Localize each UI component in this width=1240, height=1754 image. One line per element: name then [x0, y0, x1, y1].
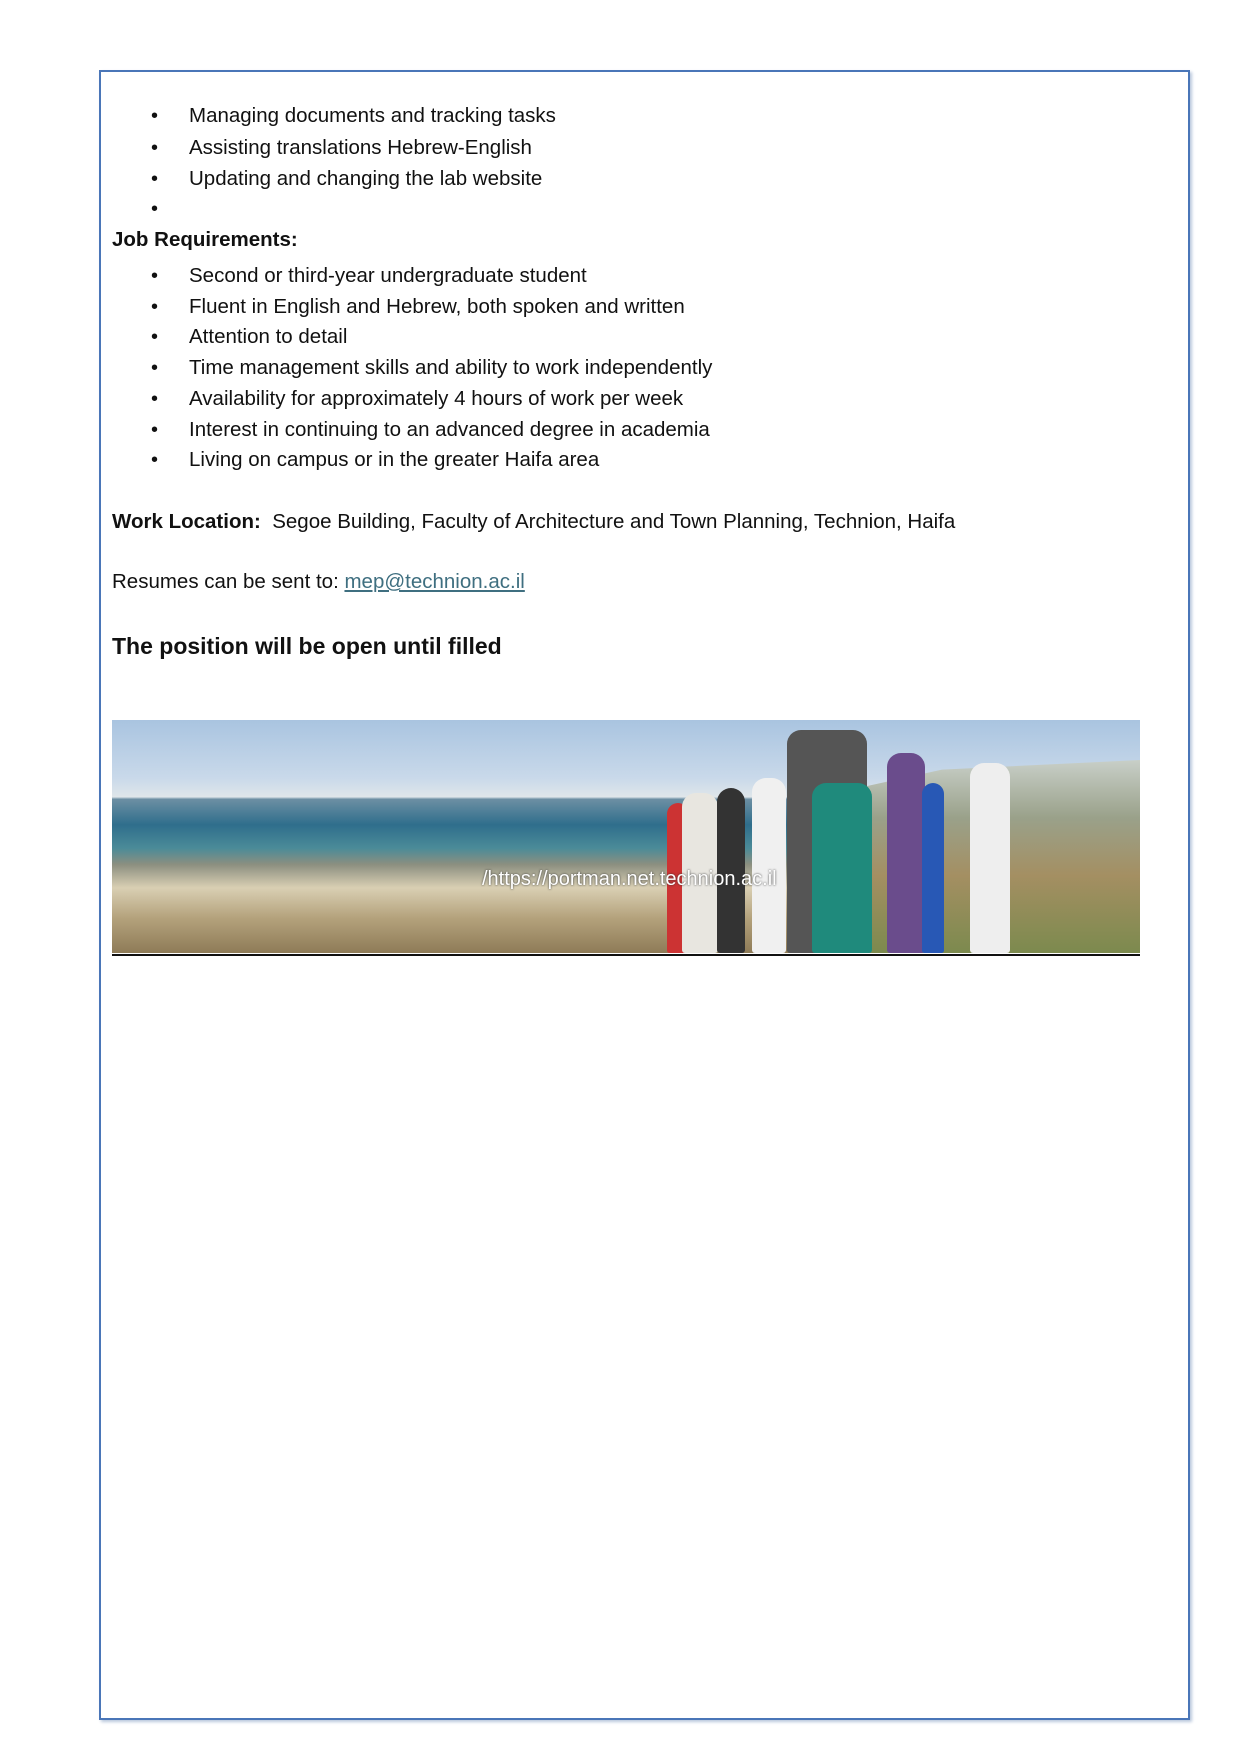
bullet: • — [151, 296, 159, 318]
resumes-line — [112, 570, 525, 594]
requirements-heading: Job Requirements: — [112, 228, 298, 251]
bullet: • — [151, 419, 159, 441]
photo-caption: /https://portman.net.technion.ac.il — [482, 868, 777, 890]
work-location — [112, 510, 955, 534]
bullet: • — [151, 449, 159, 471]
requirement-item: Fluent in English and Hebrew, both spoken and written — [189, 295, 685, 318]
closing-note: The position will be open until filled — [112, 633, 502, 659]
divider — [112, 954, 1140, 956]
bullet: • — [151, 168, 159, 190]
email-link[interactable]: mep@technion.ac.il — [344, 570, 525, 593]
field-trip-photo — [112, 720, 1140, 953]
requirement-item: Interest in continuing to an advanced degree in academia — [189, 418, 710, 441]
bullet: • — [151, 357, 159, 379]
bullet: • — [151, 137, 159, 159]
requirement-item: Time management skills and ability to work independently — [189, 356, 713, 379]
work-location-value: Segoe Building, Faculty of Architecture and Town Planning, Technion, Haifa — [272, 510, 956, 533]
work-location-label: Work Location: — [112, 510, 261, 533]
photo-people — [552, 730, 1022, 953]
duty-item: Updating and changing the lab website — [189, 167, 543, 190]
bullet: • — [151, 198, 159, 220]
bullet: • — [151, 265, 159, 287]
requirement-item: Attention to detail — [189, 325, 348, 348]
bullet: • — [151, 326, 159, 348]
resumes-label: Resumes can be sent to: — [112, 570, 339, 593]
requirement-item: Second or third-year undergraduate student — [189, 264, 587, 287]
requirement-item: Availability for approximately 4 hours of work per week — [189, 387, 684, 410]
duty-item: Assisting translations Hebrew-English — [189, 136, 532, 159]
duty-item: Managing documents and tracking tasks — [189, 104, 556, 127]
bullet: • — [151, 105, 159, 127]
requirement-item: Living on campus or in the greater Haifa area — [189, 448, 600, 471]
bullet: • — [151, 388, 159, 410]
